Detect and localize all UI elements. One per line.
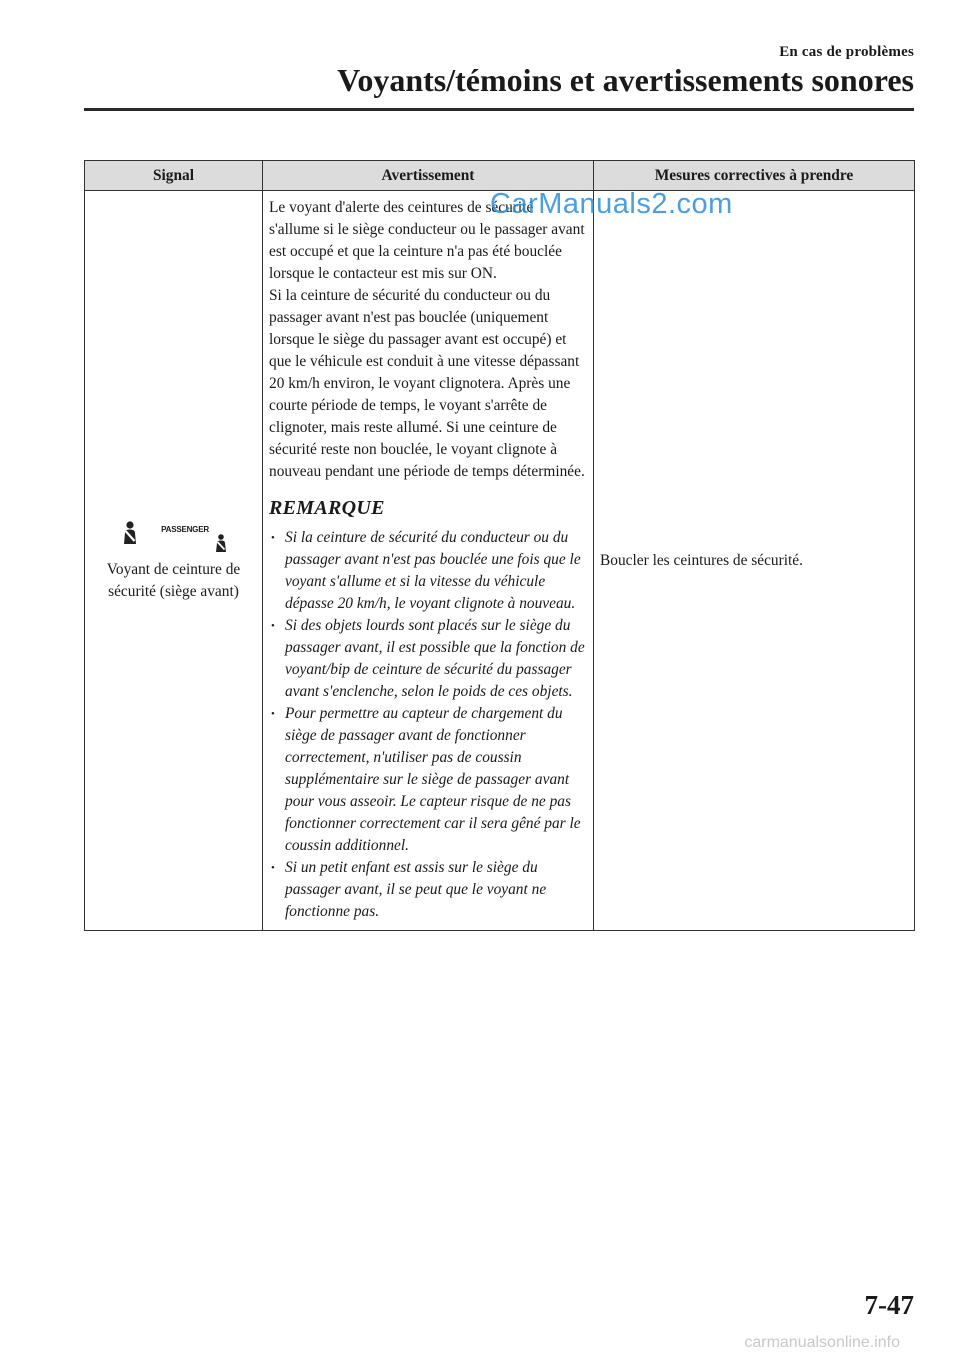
warning-paragraph-2: Si la ceinture de sécurité du conducteur ou du passager avant n'est pas bouclée (uniquement lorsque le siège du passager avant est occupé) et que le véhicule est conduit à une vitesse dépassant 20 km/h environ, le voyant clignotera. Après une courte période de temps, le voyant s'arrête de clignoter, mais reste allumé. Si une ceinture de sécurité reste non bouclée, le voyant clignote à nouveau pendant une période de temps déterminée.: [269, 287, 585, 480]
table-row: [85, 191, 915, 931]
warning-paragraph: Le voyant d'alerte des ceintures de sécurité s'allume si le siège conducteur ou le passager avant est occupé et que la ceinture n'a pas été bouclée lorsque le contacteur est mis sur ON.: [269, 199, 585, 282]
section-label: En cas de problèmes: [779, 44, 914, 60]
watermark-link[interactable]: CarManuals2.com: [490, 188, 733, 220]
signal-label-line1: Voyant de ceinture de: [106, 560, 241, 578]
note-item: • Si des objets lourds sont placés sur le siège du passager avant, il est possible que la fonction de voyant/bip de ceinture de sécurité du passager avant s'enclenche, selon le poids de ces objets.: [269, 615, 587, 703]
warning-light-table: [84, 160, 915, 931]
column-header-signal: Signal: [85, 161, 263, 191]
note-heading: REMARQUE: [269, 497, 385, 519]
signal-label-line2: sécurité (siège avant): [108, 582, 239, 600]
notes-list: [269, 527, 587, 923]
header-rule: [84, 108, 914, 111]
warning-cell: [263, 191, 594, 931]
signal-cell: [85, 191, 263, 931]
note-item: • Si la ceinture de sécurité du conducteur ou du passager avant n'est pas bouclée une fois que le voyant s'allume et si la vitesse du véhicule dépasse 20 km/h, le voyant clignote à nouveau.: [269, 527, 587, 615]
action-cell: Boucler les ceintures de sécurité.: [594, 191, 915, 931]
page-number: 7-47: [864, 1290, 914, 1320]
column-header-action: Mesures correctives à prendre: [594, 161, 915, 191]
passenger-seatbelt-icon: [161, 519, 230, 553]
table-header-row: [85, 161, 915, 191]
chapter-title: Voyants/témoins et avertissements sonores: [337, 62, 914, 98]
column-header-warning: Avertissement: [263, 161, 594, 191]
note-item: • Pour permettre au capteur de chargement du siège de passager avant de fonctionner correctement, n'utiliser pas de coussin supplémentaire sur le siège de passager avant pour vous asseoir. Le capteur risque de ne pas fonctionner correctement car il sera gêné par le coussin additionnel.: [269, 703, 587, 857]
passenger-label: PASSENGER: [161, 524, 209, 534]
footer-watermark-link[interactable]: carmanualsonline.info: [744, 1334, 900, 1351]
note-item: • Si un petit enfant est assis sur le siège du passager avant, il se peut que le voyant ne fonctionne pas.: [269, 857, 587, 923]
seatbelt-icon: [117, 520, 143, 553]
signal-icons: [91, 519, 256, 553]
